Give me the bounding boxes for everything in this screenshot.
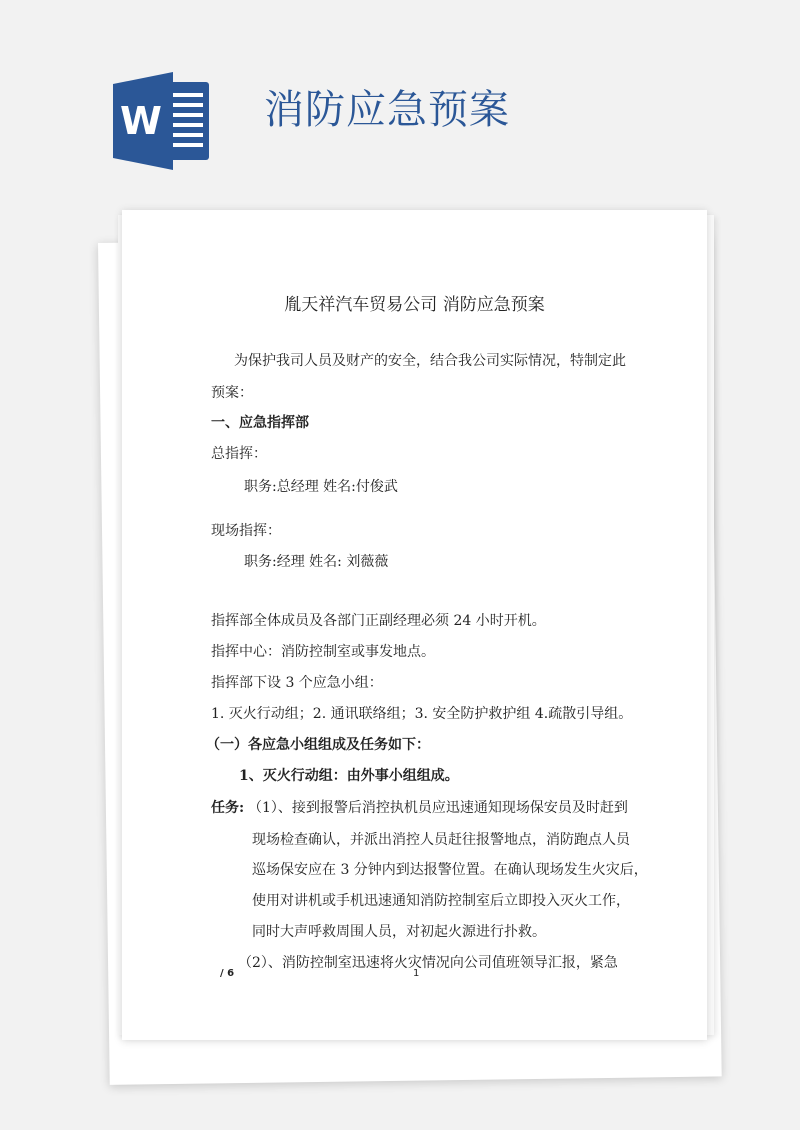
task1-line: 巡场保安应在 3 分钟内到达报警位置。在确认现场发生火灾后， bbox=[252, 862, 648, 878]
document-title: 胤天祥汽车贸易公司 消防应急预案 bbox=[284, 295, 545, 315]
chief-label: 总指挥： bbox=[211, 446, 267, 462]
page-count: / 6 bbox=[220, 968, 235, 979]
banner-title: 消防应急预案 bbox=[264, 87, 510, 133]
banner bbox=[0, 0, 800, 200]
subsection-heading: （一）各应急小组组成及任务如下： bbox=[206, 737, 430, 753]
svg-text:W: W bbox=[120, 99, 162, 143]
document-page bbox=[122, 210, 707, 1040]
task-label: 任务: bbox=[211, 800, 245, 816]
site-label: 现场指挥： bbox=[211, 523, 281, 539]
intro-text: 为保护我司人员及财产的安全，结合我公司实际情况，特制定此 bbox=[234, 353, 626, 369]
task1-line: 同时大声呼救周围人员，对初起火源进行扑救。 bbox=[252, 924, 546, 940]
page-number: 1 bbox=[413, 968, 420, 979]
groups-list: 1. 灭火行动组；2. 通讯联络组；3. 安全防护救护组 4.疏散引导组。 bbox=[211, 706, 633, 722]
intro-text-cont: 预案： bbox=[211, 385, 253, 401]
task1-line: 现场检查确认，并派出消控人员赶往报警地点，消防跑点人员 bbox=[252, 832, 630, 848]
task2-line: （2）、消防控制室迅速将火灾情况向公司值班领导汇报，紧急 bbox=[238, 955, 618, 971]
section-heading: 一、应急指挥部 bbox=[211, 415, 309, 431]
word-icon bbox=[111, 72, 215, 170]
site-detail: 职务:经理 姓名: 刘薇薇 bbox=[244, 554, 389, 570]
command-center: 指挥中心：消防控制室或事发地点。 bbox=[211, 644, 435, 660]
task1-line: 使用对讲机或手机迅速通知消防控制室后立即投入灭火工作， bbox=[252, 893, 630, 909]
chief-detail: 职务:总经理 姓名:付俊武 bbox=[244, 479, 398, 495]
group1-heading: 1、灭火行动组：由外事小组组成。 bbox=[239, 768, 459, 784]
task1-line: （1）、接到报警后消控执机员应迅速通知现场保安员及时赶到 bbox=[248, 800, 628, 816]
note-24h: 指挥部全体成员及各部门正副经理必须 24 小时开机。 bbox=[211, 613, 546, 629]
groups-intro: 指挥部下设 3 个应急小组： bbox=[211, 675, 383, 691]
